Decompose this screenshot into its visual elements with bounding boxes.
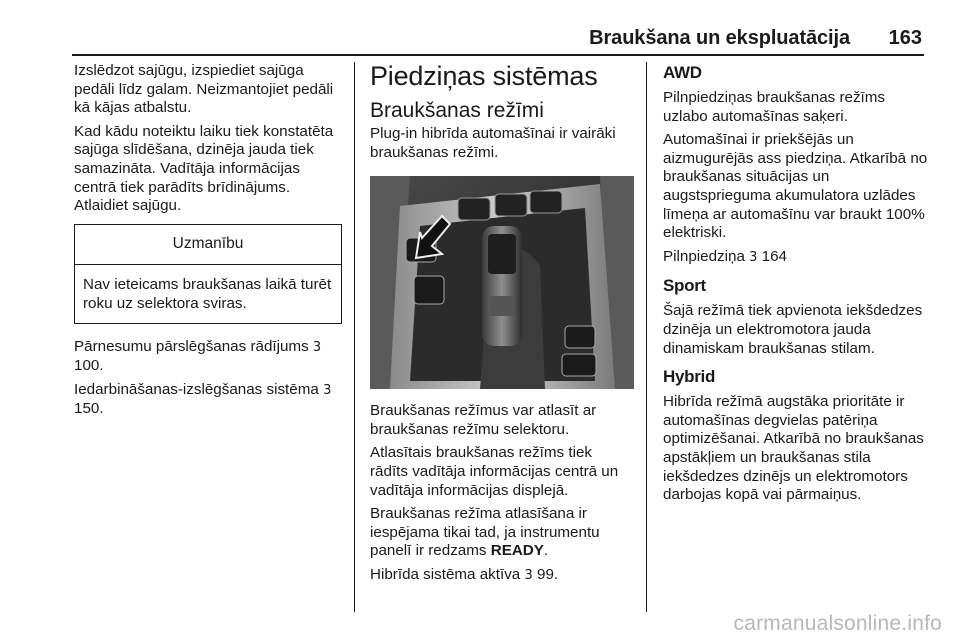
page-header	[0, 0, 960, 56]
hybrid-paragraph: Hibrīda režīmā augstāka prioritāte ir automašīnas degvielas patēriņa optimizēšanai. Atkarībā no braukšanas apstākļiem un braukšanas stila iekšdedzes dzinējs un elektromotors darbojas kopā vai pārmaiņus.	[663, 393, 924, 504]
reference-page: 100.	[74, 357, 104, 375]
awd-reference[interactable]	[663, 248, 931, 268]
reference-text: Pārnesumu pārslēgšanas rādījums	[74, 337, 309, 355]
page-number: 163	[888, 27, 922, 49]
header-rule	[72, 54, 924, 56]
sport-paragraph: Šajā režīmā tiek apvienota iekšdedzes dzinēja un elektromotora jauda dinamiskam braukšanas stilam.	[663, 302, 923, 357]
ready-paragraph: Braukšanas režīma atlasīšana ir iespējama tikai tad, ja instrumentu panelī ir redzams READY.	[370, 505, 600, 560]
watermark: carmanualsonline.info	[733, 612, 942, 635]
column-1	[74, 62, 342, 424]
caution-box	[74, 224, 342, 324]
heading-sport: Sport	[663, 276, 706, 296]
reference-text: Hibrīda sistēma aktīva	[370, 565, 521, 583]
heading-hybrid: Hybrid	[663, 367, 716, 387]
awd-paragraph-2: Automašīnai ir priekšējās un aizmugurējās ass piedziņa. Atkarībā no braukšanas situācijas un augstsprieguma akumulatora uzlādes līmeņa ar automašīnu var braukt 100% elektriski.	[663, 131, 928, 242]
selector-paragraph: Braukšanas režīmus var atlasīt ar braukšanas režīmu selektoru.	[370, 402, 597, 438]
shift-indicator-reference[interactable]	[74, 338, 342, 376]
ready-indicator: READY	[490, 542, 544, 560]
caution-text: Nav ieteicams braukšanas laikā turēt roku uz selektora sviras.	[83, 276, 332, 312]
drive-mode-selector-photo	[370, 176, 634, 389]
hybrid-active-reference[interactable]	[370, 566, 634, 586]
cross-reference-icon: 3	[524, 567, 533, 583]
column-3	[663, 62, 931, 510]
reference-text: Pilnpiedziņa	[663, 247, 745, 265]
section-title: Braukšana un ekspluatācija	[589, 27, 850, 49]
reference-page: 150.	[74, 400, 104, 418]
heading-drive-systems: Piedziņas sistēmas	[370, 61, 598, 91]
display-paragraph: Atlasītais braukšanas režīms tiek rādīts vadītāja informācijas centrā un vadītāja informācijas displejā.	[370, 444, 619, 499]
column-divider-1	[354, 62, 355, 612]
reference-page: 164	[761, 247, 787, 265]
drive-modes-intro: Plug-in hibrīda automašīnai ir vairāki braukšanas režīmi.	[370, 125, 616, 161]
clutch-slip-paragraph: Kad kādu noteiktu laiku tiek konstatēta sajūga slīdēšana, dzinēja jauda tiek samazināta. Vadītāja informācijas centrā tiek parādīts brīdinājums. Atlaidiet sajūgu.	[74, 122, 334, 215]
column-divider-2	[646, 62, 647, 612]
reference-text: Iedarbināšanas-izslēgšanas sistēma	[74, 380, 319, 398]
stop-start-reference[interactable]	[74, 381, 342, 419]
cross-reference-icon: 3	[312, 339, 322, 355]
cross-reference-icon: 3	[749, 249, 758, 265]
heading-drive-modes: Braukšanas režīmi	[370, 99, 544, 122]
reference-page: 99.	[537, 565, 559, 583]
heading-awd: AWD	[663, 63, 702, 82]
clutch-paragraph: Izslēdzot sajūgu, izspiediet sajūga pedāli līdz galam. Neizmantojiet pedāli kā kājas atbalstu.	[74, 62, 334, 117]
caution-title: Uzmanību	[75, 225, 341, 266]
column-2	[370, 62, 634, 591]
awd-paragraph-1: Pilnpiedziņas braukšanas režīms uzlabo automašīnas saķeri.	[663, 89, 886, 125]
cross-reference-icon: 3	[323, 382, 332, 398]
